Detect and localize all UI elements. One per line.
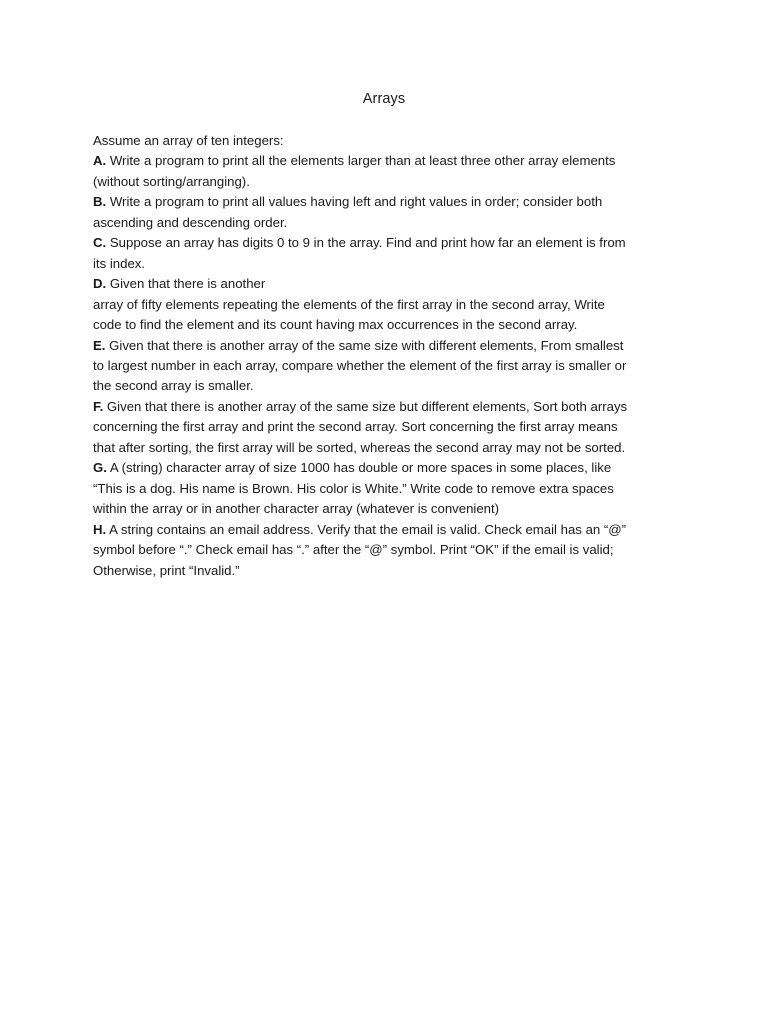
question-d-line-3 — [93, 315, 678, 335]
question-d-line-2 — [93, 295, 678, 315]
question-text: Write a program to print all the elements larger than at least three other array elements — [106, 153, 616, 169]
question-b-line-1 — [93, 192, 678, 212]
question-h-line-2 — [93, 540, 678, 560]
question-g-line-3 — [93, 499, 678, 519]
question-text: within the array or in another character array (whatever is convenient) — [93, 501, 500, 517]
question-label: A. — [93, 153, 107, 169]
question-label: E. — [93, 337, 106, 353]
question-f-line-3 — [93, 438, 678, 458]
question-c-line-1 — [93, 233, 678, 253]
question-d-line-1 — [93, 274, 678, 294]
question-text: concerning the first array and print the second array. Sort concerning the first array means — [93, 419, 618, 435]
question-text: Given that there is another array of the same size with different elements, From smallest — [105, 337, 624, 353]
question-text: A string contains an email address. Verify that the email is valid. Check email has an “@” — [106, 521, 627, 537]
question-text: Given that there is another array of the same size but different elements, Sort both arrays — [103, 398, 628, 414]
question-f-line-2 — [93, 417, 678, 437]
question-text: that after sorting, the first array will be sorted, whereas the second array may not be sorted. — [93, 439, 626, 455]
question-c-line-2 — [93, 254, 678, 274]
question-label: G. — [93, 460, 107, 476]
question-text: Otherwise, print “Invalid.” — [93, 562, 240, 578]
question-text: A (string) character array of size 1000 has double or more spaces in some places, like — [106, 460, 612, 476]
question-text: “This is a dog. His name is Brown. His color is White.” Write code to remove extra spaces — [93, 480, 614, 496]
question-label: D. — [93, 276, 107, 292]
question-text: Write a program to print all values having left and right values in order; consider both — [106, 194, 603, 210]
document-body — [93, 131, 678, 581]
question-text: its index. — [93, 255, 146, 271]
question-text: Given that there is another — [106, 276, 266, 292]
question-text: Suppose an array has digits 0 to 9 in the array. Find and print how far an element is from — [106, 235, 626, 251]
question-a-line-1 — [93, 151, 678, 171]
question-b-line-2 — [93, 213, 678, 233]
question-text: array of fifty elements repeating the elements of the first array in the second array, Write — [93, 296, 605, 312]
question-text: (without sorting/arranging). — [93, 173, 250, 189]
question-e-line-3 — [93, 376, 678, 396]
question-label: C. — [93, 235, 107, 251]
question-h-line-3 — [93, 561, 678, 581]
question-f-line-1 — [93, 397, 678, 417]
question-g-line-2 — [93, 479, 678, 499]
question-text: code to find the element and its count having max occurrences in the second array. — [93, 317, 578, 333]
question-label: F. — [93, 398, 104, 414]
question-text: to largest number in each array, compare whether the element of the first array is smaller or — [93, 357, 627, 373]
question-a-line-2 — [93, 172, 678, 192]
question-g-line-1 — [93, 458, 678, 478]
question-label: H. — [93, 521, 107, 537]
question-e-line-2 — [93, 356, 678, 376]
question-h-line-1 — [93, 520, 678, 540]
intro-line: Assume an array of ten integers: — [93, 133, 284, 148]
question-e-line-1 — [93, 336, 678, 356]
question-text: ascending and descending order. — [93, 214, 288, 230]
question-text: symbol before “.” Check email has “.” after the “@” symbol. Print “OK” if the email is valid; — [93, 542, 614, 558]
page-title: Arrays — [362, 91, 406, 107]
question-text: the second array is smaller. — [93, 378, 254, 394]
question-label: B. — [93, 194, 107, 210]
